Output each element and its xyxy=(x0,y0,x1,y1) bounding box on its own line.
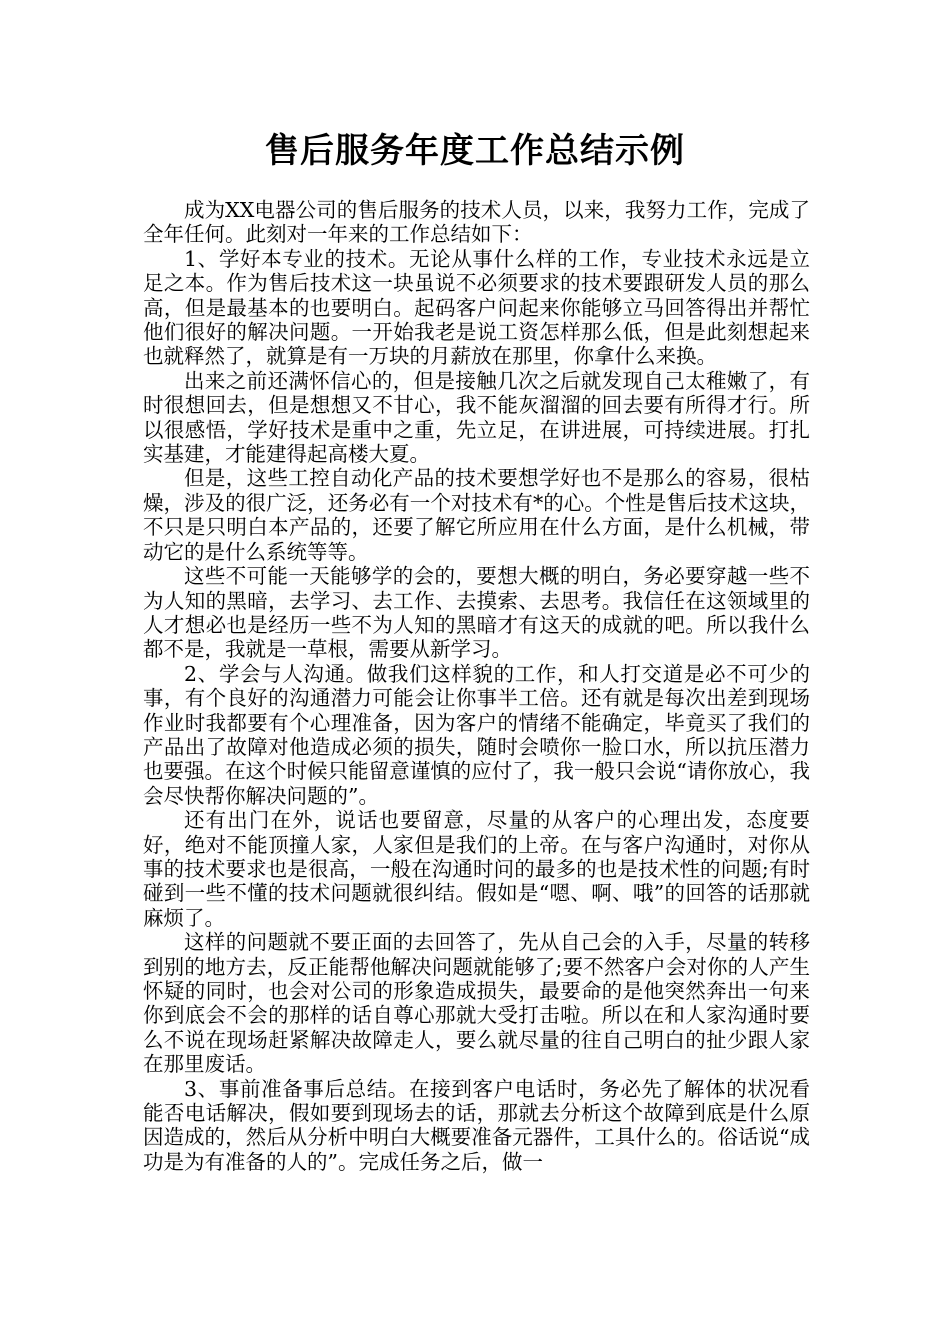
paragraph: 还有出门在外，说话也要留意，尽量的从客户的心理出发，态度要好，绝对不能顶撞人家，人家但是我们的上帝。在与客户沟通时，对你从事的技术要求也是很高，一般在沟通时问的最多的也是技术性的问题;有时碰到一些不懂的技术问题就很纠结。假如是“嗯、啊、哦”的回答的话那就麻烦了。 xyxy=(143,808,810,930)
document-body xyxy=(143,198,810,1174)
paragraph: 但是，这些工控自动化产品的技术要想学好也不是那么的容易，很枯燥，涉及的很广泛，还务必有一个对技术有*的心。个性是售后技术这块，不只是只明白本产品的，还要了解它所应用在什么方面，是什么机械，带动它的是什么系统等等。 xyxy=(143,466,810,564)
paragraph: 这些不可能一天能够学的会的，要想大概的明白，务必要穿越一些不为人知的黑暗，去学习、去工作、去摸索、去思考。我信任在这领域里的人才想必也是经历一些不为人知的黑暗才有这天的成就的吧。所以我什么都不是，我就是一草根，需要从新学习。 xyxy=(143,564,810,662)
paragraph: 成为XX电器公司的售后服务的技术人员，以来，我努力工作，完成了全年任何。此刻对一年来的工作总结如下： xyxy=(143,198,810,247)
paragraph: 这样的问题就不要正面的去回答了，先从自己会的入手，尽量的转移到别的地方去，反正能帮他解决问题就能够了;要不然客户会对你的人产生怀疑的同时，也会对公司的形象造成损失，最要命的是他突然奔出一句来你到底会不会的那样的话自尊心那就大受打击啦。所以在和人家沟通时要么不说在现场赶紧解决故障走人，要么就尽量的往自己明白的扯少跟人家在那里废话。 xyxy=(143,930,810,1077)
paragraph: 出来之前还满怀信心的，但是接触几次之后就发现自己太稚嫩了，有时很想回去，但是想想又不甘心，我不能灰溜溜的回去要有所得才行。所以很感悟，学好技术是重中之重，先立足，在讲进展，可持续进展。打扎实基建，才能建得起高楼大夏。 xyxy=(143,368,810,467)
paragraph: 3、事前准备事后总结。在接到客户电话时，务必先了解体的状况看能否电话解决，假如要到现场去的话，那就去分析这个故障到底是什么原因造成的，然后从分析中明白大概要准备元器件，工具什么的。俗话说“成功是为有准备的人的”。完成任务之后，做一 xyxy=(143,1076,810,1174)
paragraph: 2、学会与人沟通。做我们这样貌的工作，和人打交道是必不可少的事，有个良好的沟通潜力可能会让你事半工倍。还有就是每次出差到现场作业时我都要有个心理准备，因为客户的情绪不能确定，毕竟买了我们的产品出了故障对他造成必须的损失，随时会喷你一脸口水，所以抗压潜力也要强。在这个时候只能留意谨慎的应付了，我一般只会说“请你放心，我会尽快帮你解决问题的”。 xyxy=(143,661,810,808)
document-title: 售后服务年度工作总结示例 xyxy=(265,131,685,171)
paragraph: 1、学好本专业的技术。无论从事什么样的工作，专业技术永远是立足之本。作为售后技术这一块虽说不必须要求的技术要跟研发人员的那么高，但是最基本的也要明白。起码客户问起来你能够立马回答得出并帮忙他们很好的解决问题。一开始我老是说工资怎样那么低，但是此刻想起来也就释然了，就算是有一万块的月薪放在那里，你拿什么来换。 xyxy=(143,246,810,369)
